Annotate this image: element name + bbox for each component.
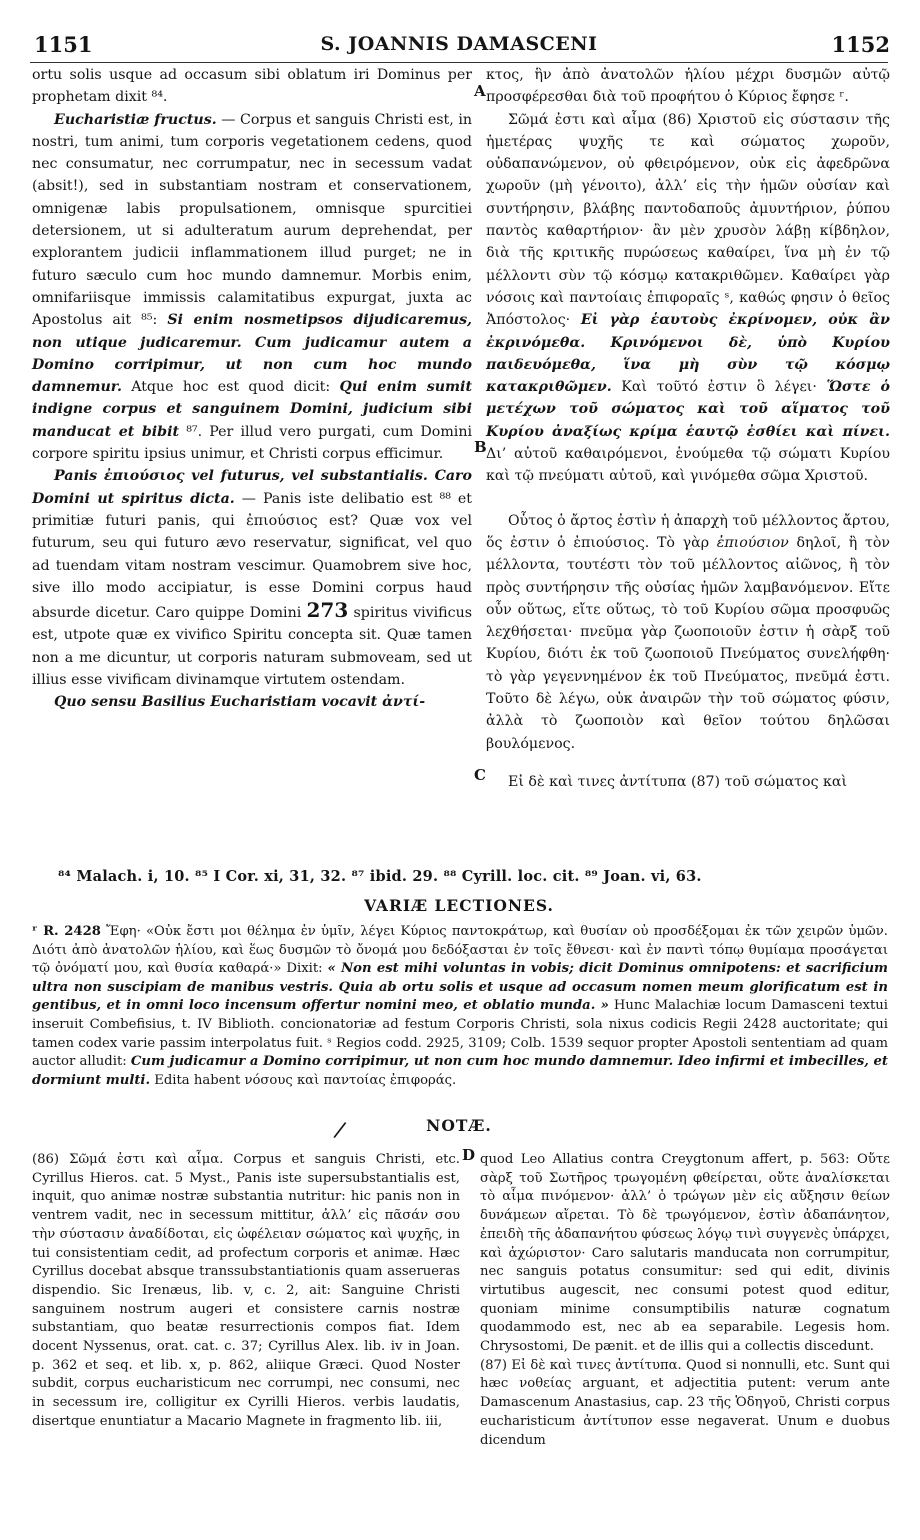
margin-marker-d: D (462, 1146, 476, 1164)
nota-87: (87) Εἰ δὲ καὶ τινες ἀντίτυπα. Quod si nonnulli, etc. Sunt qui hæc νοθείας arguant, et adjectitia putent: verum ante Damascenum Anastasius, cap. 23 τῆς Ὁδηγοῦ, Christi corpus eucharisticum ἀντίτυπον esse negaverat. Unum e duobus dicendum (480, 1357, 890, 1448)
running-header (28, 32, 890, 62)
variant-r-lead: ʳ R. 2428 (32, 924, 101, 939)
nota-86: (86) Σῶμά ἐστι καὶ αἷμα. Corpus et sanguis Christi, etc. Cyrillus Hieros. cat. 5 Myst., Panis iste supersubstantialis est, inquit, quo animæ nostræ substantia nutritur: hic panis non in ventrem vadit, nec in secessum mittitur, ἀλλ’ εἰς πᾶσάν σου τὴν σύστασιν ἀναδίδοται, εἰς ὠφέλειαν σώματος καὶ ψυχῆς, in tui consistentiam cedit, ad profectum corporis et animæ. Hæc Cyrillus docebat absque transsubstantiationis quam asserueras dispendio. Sic Irenæus, lib. v, c. 2, ait: Sanguine Christi sanguinem nostrum augeri et consistere carnis nostræ substantiam, quo beatæ resurrectionis compos fiat. Idem docent Nyssenus, orat. cat. c. 37; Cyrillus Alex. lib. iv in Joan. p. 362 et seq. et lib. x, p. 862, aliique Græci. Quod Noster subdit, corpus eucharisticum nec corrumpi, nec consumi, nec in secessum ire, colligitur ex Cyrilli Hieros. verbis laudatis, disertque enuntiatur a Macario Magnete in fragmento lib. iii, (32, 1152, 460, 1429)
latin-heading-panis: Panis ἐπιούσιος vel futurus, vel substantialis. Caro Domini ut spiritus dicta. (32, 468, 472, 507)
greek-para-3 (486, 510, 890, 755)
latin-column (32, 64, 472, 714)
greek-para-3-text-b: δηλοῖ, ἢ τὸν μέλλοντα, τουτέστι τὸν τοῦ μέλλοντος αἰῶνος, ἢ τὸν πρὸς συντήρησιν τῆς οὐσίας ἡμῶν λαμβανόμενον. Εἴτε οὖν οὕτως, εἴτε οὕτως, τὸ τοῦ Κυρίου σῶμα προσφυῶς λεχθήσεται· πνεῦμα γὰρ ζωοποιοῦν ἐστιν ἡ σὰρξ τοῦ Κυρίου, διότι ἐκ τοῦ ζωοποιοῦ Πνεύματος συνελήφθη· τὸ γὰρ γεγεννημένον ἐκ τοῦ Πνεύματος, πνεῦμά ἐστι. Τοῦτο δὲ λέγω, οὐκ ἀναιρῶν τὴν τοῦ σώματος φύσιν, ἀλλὰ τὸ ζωοποιὸν καὶ θεῖον τούτου δηλῶσαι βουλόμενος. (486, 534, 890, 752)
variant-r-latin: « Non est mihi voluntas in vobis; dicit Dominus omnipotens: et sacrificium ultra non suscipiam de manibus vestris. Quia ab ortu solis et usque ad occasum nomen meum glorificatum est in gentibus, et in omni loco incensum offertur nomini meo, et oblatio munda. » (32, 961, 888, 1014)
margin-marker-b: B (474, 438, 487, 456)
running-title: S. JOANNIS DAMASCENI (320, 33, 598, 55)
latin-para-3-text-b: spiritus vivificus est, utpote quæ ex vivifico Spiritu concepta sit. Quæ tamen non a me dicuntur, ut corporis naturam submoveam, sed ut illius esse vivificam divinamque virtutem ostendam. (32, 605, 473, 689)
greek-para-2-tail: Καὶ τοῦτό ἐστιν ὃ λέγει· (611, 379, 827, 396)
greek-para-4: Εἰ δὲ καὶ τινες ἀντίτυπα (87) τοῦ σώματος καὶ (508, 773, 848, 790)
notae-left-column (32, 1151, 460, 1432)
greek-column (486, 64, 890, 793)
latin-para-2-quote2: Qui enim sumit indigne corpus et sanguinem Domini, judicium sibi manducat et bibit (32, 379, 472, 440)
page-number-left: 1151 (34, 32, 93, 57)
margin-marker-c: C (474, 766, 486, 784)
edition-page-number: 273 (306, 598, 349, 623)
variant-r-tail: Hunc Malachiæ locum Damasceni textui inseruit Combefisius, t. IV Biblioth. concionatoriæ ad festum Corporis Christi, sola nixus codicis Regii 2428 auctoritate; qui tamen codex varie passim interpolatus fuit. (32, 998, 888, 1051)
page-number-right: 1152 (831, 32, 890, 57)
greek-gap-2 (486, 755, 890, 771)
latin-heading-eucharistiae: Eucharistiæ fructus. (54, 111, 217, 128)
variant-r-greek: Ἔφη· «Οὐκ ἔστι μοι θέλημα ἐν ὑμῖν, λέγει Κύριος παντοκράτωρ, καὶ θυσίαν οὐ προσδέξομαι ἐκ τῶν χειρῶν ὑμῶν. Διότι ἀπὸ ἀνατολῶν ἡλίου, καὶ ἕως δυσμῶν τὸ ὄνομά μου δεδόξασται ἐν τοῖς ἔθνεσι· καὶ ἐν παντὶ τόπῳ θυμίαμα προσάγεται τῷ ὀνόματί μου, καὶ θυσία καθαρά·» Dixit: (32, 924, 888, 977)
greek-para-2-end: Δι’ αὐτοῦ καθαιρόμενοι, ἑνούμεθα τῷ σώματι Κυρίου καὶ τῷ πνεύματι αὐτοῦ, καὶ γινόμεθα σῶμα Χριστοῦ. (486, 446, 890, 485)
greek-para-2-text: Σῶμά ἐστι καὶ αἷμα (86) Χριστοῦ εἰς σύστασιν τῆς ἡμετέρας ψυχῆς τε καὶ σώματος χωροῦν, οὐδαπανώμενον, οὐ φθειρόμενον, οὐκ εἰς ἀφεδρῶνα χωροῦν (μὴ γένοιτο), ἀλλ’ εἰς τὴν ἡμῶν οὐσίαν καὶ συντήρησιν, βλάβης παντοδαποῦς ἀμυντήριον, ῥύπου παντὸς καθαρτήριον· ἂν μὲν χρυσὸν λάβῃ κίβδηλον, διὰ τῆς κριτικῆς πυρώσεως καθαίρει, ἵνα μὴ ἐν τῷ μέλλοντι σὺν τῷ κόσμῳ κατακριθῶμεν. Καθαίρει γὰρ νόσοις καὶ παντοίαις ἐπιφοραῖς ˢ, καθώς φησιν ὁ θεῖος Ἀπόστολος· (486, 111, 890, 329)
latin-para-2-end: ⁸⁷. Per illud vero purgati, cum Domini corpore spiritu ipsius unimur, et Christi corpus efficimur. (32, 423, 472, 463)
latin-para-2-tail: Atque hoc est quod dicit: (121, 379, 340, 396)
page (28, 18, 890, 1523)
greek-gap (486, 488, 890, 510)
latin-para-2 (32, 109, 472, 466)
header-rule (30, 62, 888, 63)
latin-para-4: Quo sensu Basilius Eucharistiam vocavit ἀντί- (54, 694, 426, 711)
notae-heading: NOTÆ. (426, 1116, 492, 1135)
greek-para-2 (486, 109, 890, 488)
variant-s-text: ˢ Regios codd. 2925, 3109; Colb. 1539 sequor propter Apostoli sententiam ad quam auctor alludit: (32, 1035, 888, 1070)
variant-s-quote: Cum judicamur a Domino corripimur, ut non cum hoc mundo damnemur. Ideo infirmi et imbecilles, et dormiunt multi. (32, 1054, 888, 1088)
variae-lectiones-heading: VARIÆ LECTIONES. (364, 896, 554, 915)
margin-marker-a: A (474, 82, 486, 100)
latin-para-2-text: — Corpus et sanguis Christi est, in nostri, tum animi, tum corporis vegetationem cedens, quod nec consumatur, nec corrumpatur, nec in secessum vadat (absit!), sed in substantiam nostram et conservationem, omnigenæ labis propulsationem, omnisque spurcitiei detersionem, ut si adulteratum aurum deprehendat, per explorantem judicii inflammationem illud purget; ne in futuro sæculo cum hoc mundo damnemur. Morbis enim, omnifariisque immissis calamitatibus expurgat, juxta ac Apostolus ait ⁸⁵: (32, 111, 473, 329)
latin-para-1: ortu solis usque ad occasum sibi oblatum iri Dominus per prophetam dixit ⁸⁴. (32, 67, 472, 106)
greek-para-2-quote2: Ὥστε ὁ μετέχων τοῦ σώματος καὶ τοῦ αἵματος τοῦ Κυρίου ἀναξίως κρίμα ἑαυτῷ ἐσθίει καὶ πίνει. (486, 379, 890, 440)
latin-para-3 (32, 465, 472, 691)
variae-lectiones-text (32, 923, 888, 1090)
greek-para-3-text-a: Οὗτος ὁ ἄρτος ἐστὶν ἡ ἀπαρχὴ τοῦ μέλλοντος ἄρτου, ὅς ἐστιν ὁ ἐπιούσιος. Τὸ γὰρ (486, 512, 890, 551)
scripture-footnotes: ⁸⁴ Malach. i, 10. ⁸⁵ I Cor. xi, 31, 32. ⁸⁷ ibid. 29. ⁸⁸ Cyrill. loc. cit. ⁸⁹ Joan. vi, 63. (58, 868, 702, 885)
stray-mark: / (331, 1117, 348, 1144)
latin-para-3-text-a: — Panis iste delibatio est ⁸⁸ et primitiæ futuri panis, qui ἐπιούσιος est? Quæ vox vel futurum, seu qui futuro ævo reservatur, significat, vel quo ad tuendam vitam nostram vescimur. Quamobrem sive hoc, sive illo modo accipiatur, is esse Domini corpus haud absurde dicetur. Caro quippe Domini (32, 490, 472, 622)
greek-para-3-italic: ἐπιούσιον (716, 534, 789, 551)
notae-right-column (480, 1151, 890, 1450)
latin-para-2-quote: Si enim nosmetipsos dijudicaremus, non utique judicaremur. Cum judicamur autem a Domino corripimur, ut non cum hoc mundo damnemur. (32, 312, 472, 396)
greek-para-2-quote: Εἰ γὰρ ἑαυτοὺς ἐκρίνομεν, οὐκ ἂν ἐκρινόμεθα. Κρινόμενοι δὲ, ὑπὸ Κυρίου παιδευόμεθα, ἵνα μὴ σὺν τῷ κόσμῳ κατακριθῶμεν. (486, 312, 890, 396)
nota-86-continued: quod Leo Allatius contra Creygtonum affert, p. 563: Οὔτε σὰρξ τοῦ Σωτῆρος τρωγομένη φθείρεται, οὔτε ἀναλίσκεται τὸ αἷμα πινόμενον· ἀλλ’ ὁ τρώγων μὲν εἰς αὔξησιν θείων δυνάμεων αἴρεται. Τὸ δὲ τρωγόμενον, ἐστὶν ἀδαπάνητον, ἐπειδὴ τῆς ἀδαπανήτου φύσεως λόγῳ τινὶ συγγενὲς ὑπάρχει, καὶ ἀχώριστον· Caro salutaris manducata non corrumpitur, nec sanguis potatus consumitur: sed qui edit, divinis virtutibus augescit, nec consumi potest quod editur, quoniam minime consumptibilis naturæ cognatum quodammodo est, nec ab ea separabile. Legesis hom. Chrysostomi, De pænit. et de illis qui a collectis discedunt. (480, 1152, 890, 1355)
greek-para-1: κτος, ἣν ἀπὸ ἀνατολῶν ἡλίου μέχρι δυσμῶν αὐτῷ προσφέρεσθαι διὰ τοῦ προφήτου ὁ Κύριος ἔφησε ʳ. (486, 67, 890, 106)
variant-s-end: Edita habent νόσους καὶ παντοίας ἐπιφοράς. (150, 1072, 457, 1088)
